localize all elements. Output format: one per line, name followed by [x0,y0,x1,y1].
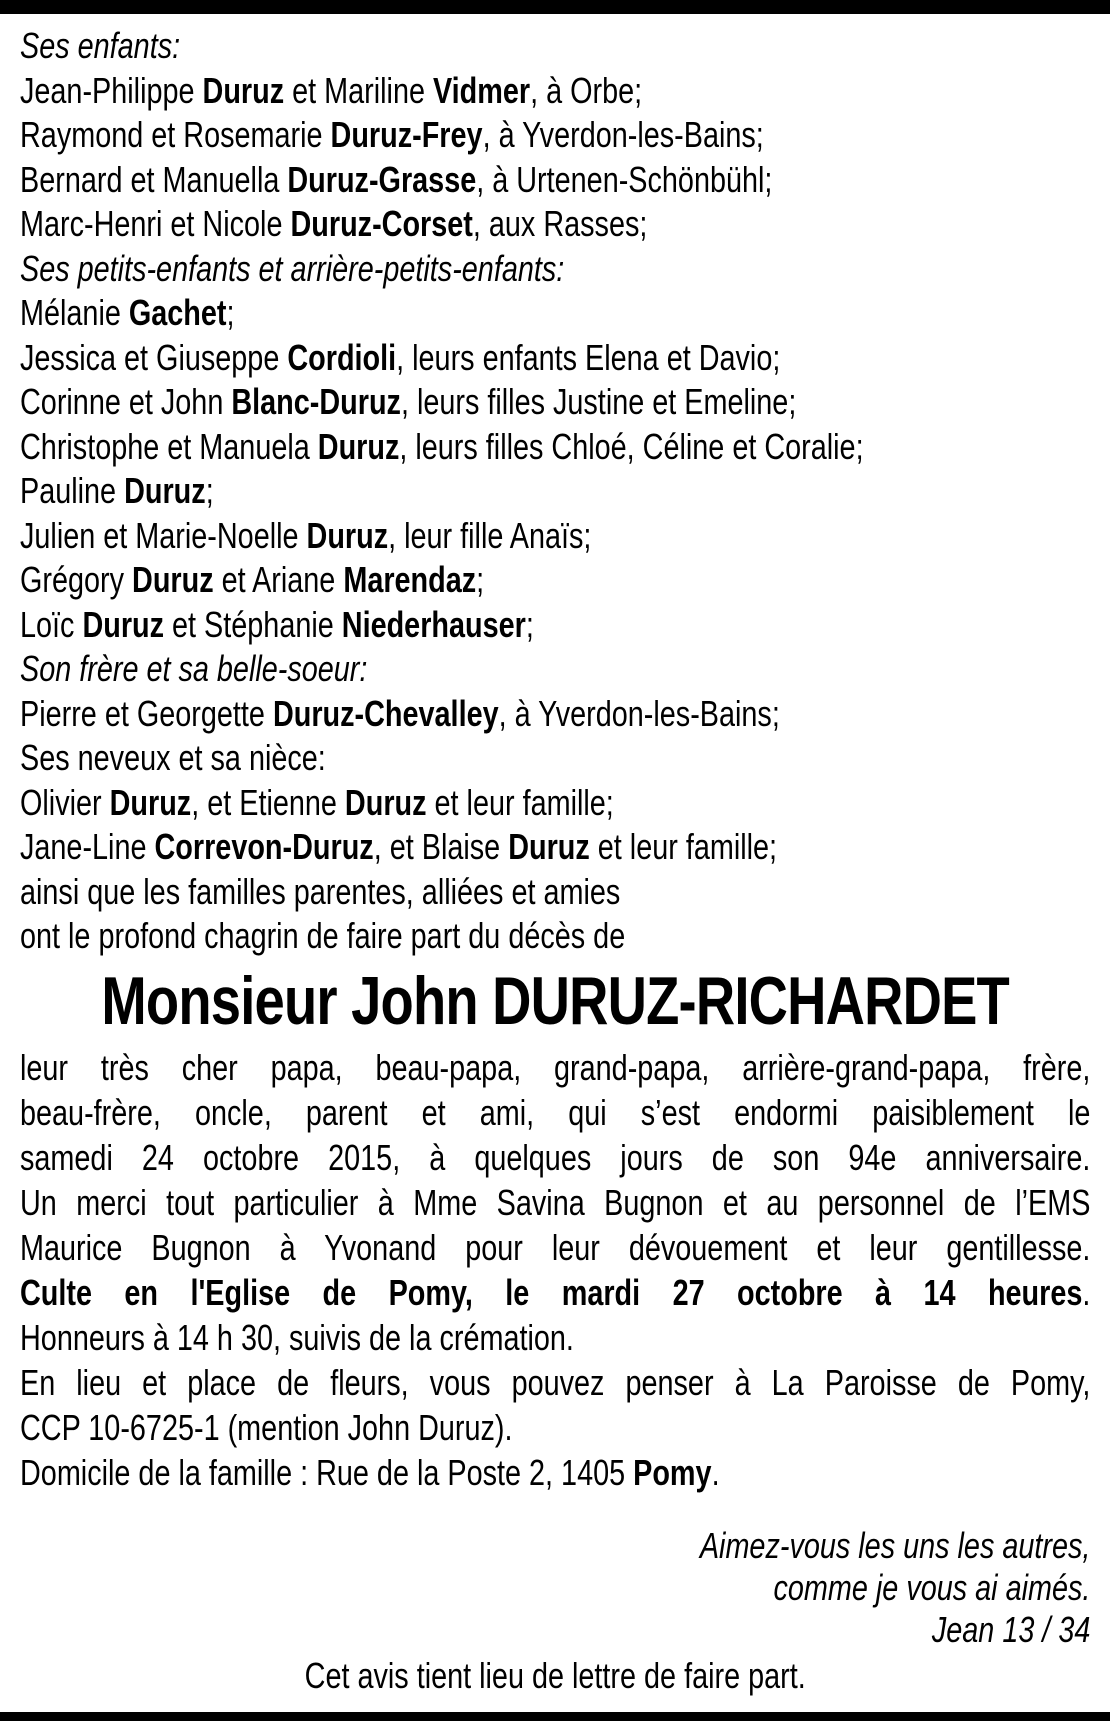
text-segment: et Stéphanie [164,603,342,645]
donation-line [20,1405,1090,1450]
top-border-bar [0,0,1110,14]
text-segment: Pierre et Georgette [20,692,273,734]
family-line [20,825,1090,870]
text-segment: ont le profond chagrin de faire part du décès de [20,915,626,956]
announcement-line [20,1090,1090,1135]
family-name: Duruz-Grasse [287,158,477,200]
family-line [20,469,1090,514]
text-segment: Ses petits-enfants et arrière-petits-enfants: [20,247,565,289]
text-segment: Mélanie [20,292,129,333]
text-segment: Son frère et sa belle-soeur: [20,648,368,689]
text-segment: Christophe et Manuela [20,425,318,467]
family-name: Duruz [124,470,206,511]
footer-note: Cet avis tient lieu de lettre de faire part. [304,1654,806,1696]
family-line [20,781,1090,826]
text-segment: ainsi que les familles parentes, alliées et amies [20,870,621,912]
family-name: Blanc-Duruz [231,381,401,422]
text-segment: ; [476,559,485,600]
family-line [20,514,1090,559]
relation-heading [20,247,1090,292]
family-line [20,69,1090,114]
family-line [20,692,1090,737]
text-segment: Loïc [20,603,83,645]
text-segment: Bernard et Manuella [20,158,288,200]
text-segment: Pauline [20,470,125,511]
text-segment: Ses neveux et sa nièce: [20,737,326,778]
text-segment: Julien et Marie-Noelle [20,514,307,556]
family-name: Duruz-Corset [290,203,473,244]
family-name: Duruz-Chevalley [272,692,499,734]
donation-line [20,1360,1090,1405]
text-segment: et Mariline [284,69,433,111]
text-segment: , leurs enfants Elena et Davio; [396,336,781,378]
family-name: Duruz [202,69,285,111]
text-segment: , et Blaise [373,826,509,867]
family-name: Cordioli [287,336,397,378]
family-line [20,336,1090,381]
announcement-paragraphs [20,1045,1090,1495]
family-name: Vidmer [432,69,531,111]
text-segment: , leur fille Anaïs; [388,514,592,556]
text-segment: samedi 24 octobre 2015, à quelques jours de son 94e anniversaire. [20,1136,1091,1178]
family-name: Duruz [132,559,214,600]
quote-block [20,1525,1090,1651]
text-segment: et leur famille; [426,781,614,823]
text-segment: En lieu et place de fleurs, vous pouvez penser à La Paroisse de Pomy, [20,1361,1091,1403]
text-segment: Corinne et John [20,381,232,422]
text-segment: , à Orbe; [530,69,643,111]
text-segment: et leur famille; [589,826,778,867]
family-line [20,158,1090,203]
text-segment: . [711,1451,720,1493]
family-line [20,113,1090,158]
text-segment: Domicile de la famille : Rue de la Poste 2, 1405 [20,1451,634,1493]
family-line [20,870,1090,915]
text-segment: Un merci tout particulier à Mme Savina Bugnon et au personnel de l’EMS [20,1181,1091,1223]
thanks-line [20,1180,1090,1225]
family-list [20,24,1090,959]
family-line [20,380,1090,425]
family-line [20,914,1090,959]
family-line [20,425,1090,470]
text-segment: Jessica et Giuseppe [20,336,288,378]
family-line [20,558,1090,603]
text-segment: , à Yverdon-les-Bains; [498,692,780,734]
text-segment: leur très cher papa, beau-papa, grand-papa, arrière-grand-papa, frère, [20,1046,1091,1088]
family-name: Duruz [344,781,427,823]
family-name: Gachet [128,292,227,333]
text-segment: , et Etienne [191,781,345,823]
text-segment: Honneurs à 14 h 30, suivis de la crémation. [20,1316,574,1358]
text-segment: Olivier [20,781,110,823]
deceased-name-title: Monsieur John DURUZ-RICHARDET [101,962,1009,1039]
text-segment: Ses enfants: [20,25,181,66]
thanks-line [20,1225,1090,1270]
text-segment: ; [525,603,534,645]
family-line [20,291,1090,336]
text-segment: beau-frère, oncle, parent et ami, qui s’est endormi paisiblement le [20,1091,1091,1133]
text-segment: Maurice Bugnon à Yvonand pour leur dévouement et leur gentillesse. [20,1226,1091,1268]
bottom-border-bar [0,1712,1110,1721]
announcement-line [20,1135,1090,1180]
family-name: Duruz [109,781,192,823]
ceremony-details: Culte en l'Eglise de Pomy, le mardi 27 octobre à 14 heures [20,1271,1083,1313]
relation-heading [20,736,1090,781]
family-name: Marendaz [343,559,477,600]
relation-heading [20,647,1090,692]
ceremony-line [20,1270,1090,1315]
family-name: Duruz-Frey [330,114,483,155]
family-name: Correvon-Duruz [154,826,374,867]
text-segment: Jean-Philippe [20,69,203,111]
obituary-notice [0,14,1110,1698]
text-segment: , leurs filles Chloé, Céline et Coralie; [399,425,864,467]
quote-line: Aimez-vous les uns les autres, [699,1524,1091,1566]
family-name: Duruz [306,514,389,556]
text-segment: Raymond et Rosemarie [20,114,331,155]
quote-line: comme je vous ai aimés. [773,1566,1091,1608]
announcement-line [20,1045,1090,1090]
address-line [20,1450,1090,1495]
text-segment: CCP 10-6725-1 (mention John Duruz). [20,1406,513,1448]
family-name: Duruz [82,603,165,645]
text-segment: ; [205,470,214,511]
text-segment: , aux Rasses; [472,203,648,244]
text-segment: , leurs filles Justine et Emeline; [400,381,797,422]
family-name: Duruz [317,425,400,467]
text-segment: , à Urtenen-Schönbühl; [476,158,773,200]
text-segment: Jane-Line [20,826,155,867]
text-segment: . [1082,1271,1091,1313]
text-segment: Grégory [20,559,133,600]
family-line [20,603,1090,648]
scripture-reference: Jean 13 / 34 [931,1608,1091,1650]
honors-line [20,1315,1090,1360]
family-name: Niederhauser [341,603,526,645]
place-name: Pomy [633,1451,712,1493]
text-segment: , à Yverdon-les-Bains; [482,114,764,155]
text-segment: Marc-Henri et Nicole [20,203,291,244]
family-line [20,202,1090,247]
family-name: Duruz [508,826,590,867]
text-segment: et Ariane [213,559,344,600]
text-segment: ; [226,292,235,333]
relation-heading [20,24,1090,69]
